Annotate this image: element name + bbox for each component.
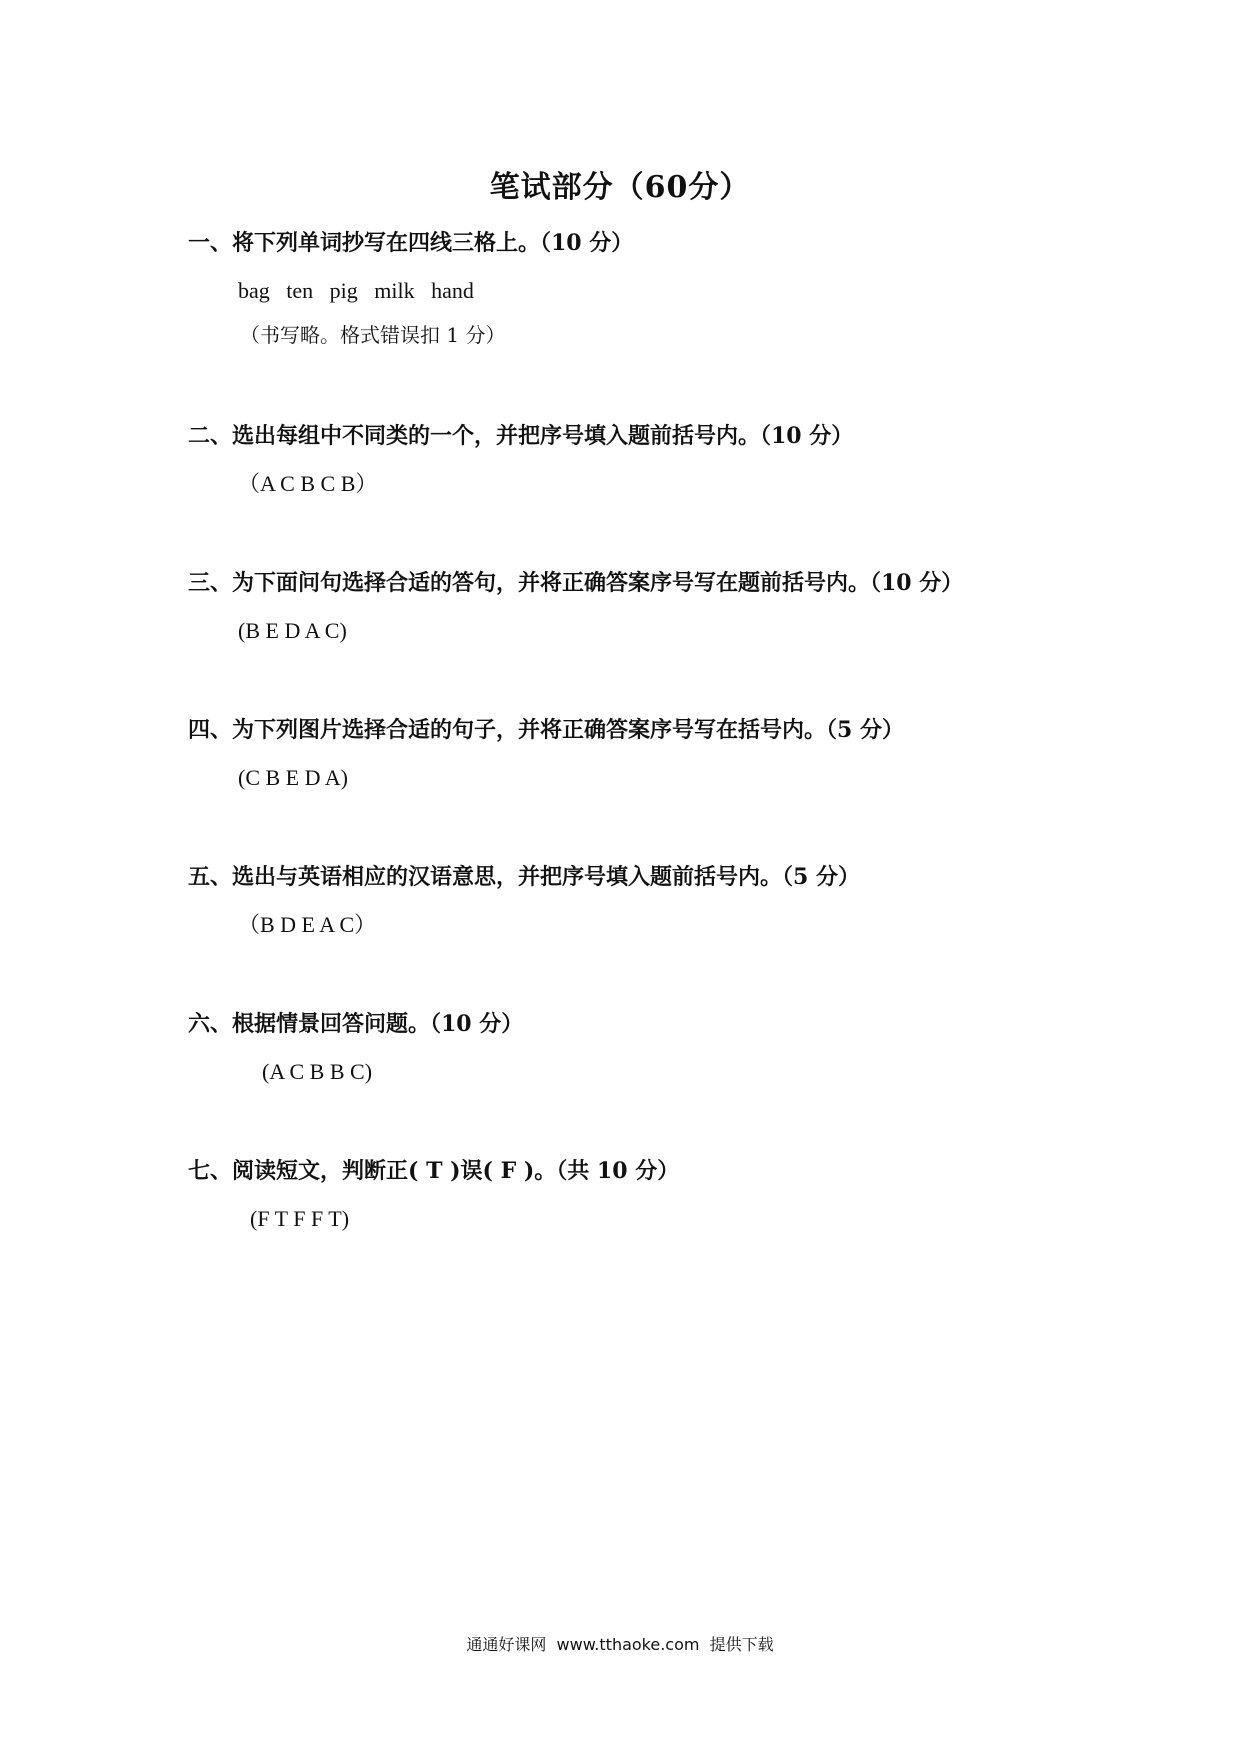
answer-key: (B E D A C)	[238, 618, 347, 643]
word-list: bag ten pig milk hand	[238, 278, 474, 303]
section-heading: 六、根据情景回答问题。（10 分）	[188, 1011, 524, 1037]
section-heading: 七、阅读短文，判断正( T )误( F )。（共 10 分）	[188, 1158, 680, 1184]
answer-key: （B D E A C）	[238, 912, 377, 937]
section-heading: 三、为下面问句选择合适的答句，并将正确答案序号写在题前括号内。（10 分）	[188, 570, 964, 596]
answer-key: （A C B C B）	[238, 471, 378, 496]
section-6	[188, 1009, 1088, 1087]
section-3	[188, 568, 1088, 646]
answer-key: (C B E D A)	[238, 765, 348, 790]
page-title: 笔试部分（60分）	[489, 170, 751, 205]
section-heading: 五、选出与英语相应的汉语意思，并把序号填入题前括号内。（5 分）	[188, 864, 860, 890]
section-4	[188, 715, 1088, 793]
section-heading: 一、将下列单词抄写在四线三格上。（10 分）	[188, 230, 634, 256]
section-2	[188, 421, 1088, 499]
section-1	[188, 228, 1088, 350]
answer-key: (A C B B C)	[262, 1059, 373, 1084]
section-heading: 二、选出每组中不同类的一个，并把序号填入题前括号内。（10 分）	[188, 423, 854, 449]
grading-note: （书写略。格式错误扣 1 分）	[240, 323, 506, 347]
answer-key: (F T F F T)	[250, 1206, 350, 1231]
footer-credit: 通通好课网 www.tthaoke.com 提供下载	[466, 1635, 774, 1654]
section-5	[188, 862, 1088, 940]
section-7	[188, 1156, 1088, 1234]
section-heading: 四、为下列图片选择合适的句子，并将正确答案序号写在括号内。（5 分）	[188, 717, 904, 743]
